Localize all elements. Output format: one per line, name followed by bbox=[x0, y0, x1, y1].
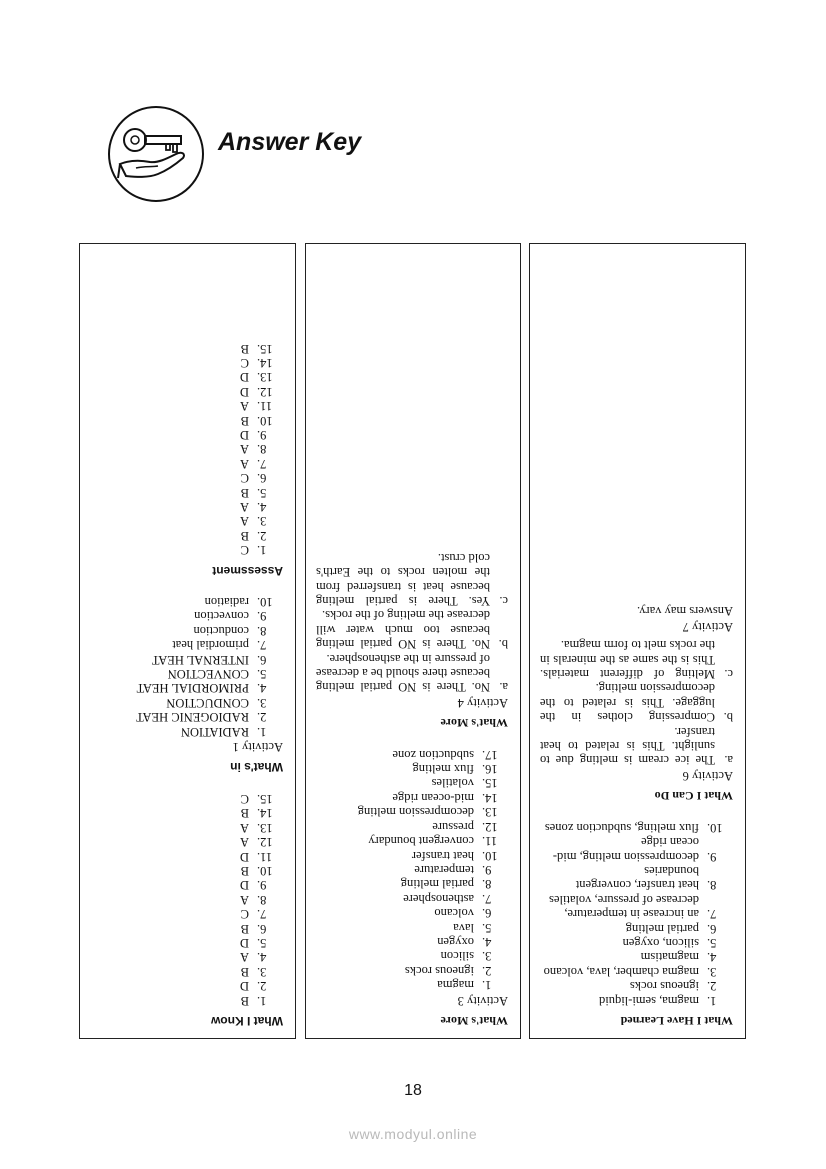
section-heading: What I Know bbox=[211, 1014, 283, 1028]
item-answer: A bbox=[239, 456, 249, 471]
list-item bbox=[90, 528, 283, 542]
list-item bbox=[316, 906, 508, 920]
list-item bbox=[90, 384, 283, 398]
item-number: 5. bbox=[257, 485, 267, 500]
section-heading: What's in bbox=[230, 760, 283, 775]
item-answer: volatiles bbox=[431, 776, 474, 791]
item-answer: D bbox=[239, 979, 249, 994]
activity-label: Activity 7 bbox=[682, 619, 733, 634]
item-answer: magma, semi-liquid bbox=[599, 993, 699, 1008]
list-item bbox=[316, 747, 508, 761]
item-number: 1. bbox=[257, 543, 267, 558]
footer-watermark: www.modyul.online bbox=[348, 1126, 478, 1142]
item-letter: a. bbox=[724, 753, 733, 768]
item-number: 12. bbox=[482, 819, 498, 834]
item-answer: PRIMORDIAL HEAT bbox=[136, 681, 249, 696]
item-answer: igneous rocks bbox=[629, 979, 699, 994]
item-answer: CONDUCTION bbox=[166, 695, 249, 710]
list-item bbox=[90, 595, 283, 609]
list-item bbox=[90, 485, 283, 499]
item-number: 6. bbox=[257, 471, 267, 486]
list-item bbox=[540, 921, 733, 935]
list-item bbox=[90, 609, 283, 623]
item-number: 6. bbox=[257, 921, 267, 936]
list-item bbox=[90, 543, 283, 557]
item-answer: C bbox=[240, 355, 249, 370]
page-title: Answer Key bbox=[218, 128, 362, 156]
item-number: 15. bbox=[257, 791, 273, 806]
item-answer: heat transfer bbox=[411, 848, 474, 863]
item-number: 12. bbox=[257, 384, 273, 399]
list-item bbox=[316, 877, 508, 891]
item-number: 8. bbox=[257, 892, 267, 907]
item-number: 10. bbox=[257, 863, 273, 878]
item-answer: flux melting bbox=[412, 762, 474, 777]
list-item bbox=[540, 950, 733, 964]
item-answer: an increase in temperature, decrease of pressure, volatiles bbox=[549, 892, 699, 922]
item-number: 13. bbox=[257, 370, 273, 385]
item-number: 5. bbox=[257, 935, 267, 950]
list-item bbox=[540, 993, 733, 1007]
list-item bbox=[316, 791, 508, 805]
list-item bbox=[316, 805, 508, 819]
item-number: 4. bbox=[257, 681, 267, 696]
list-item bbox=[316, 848, 508, 862]
item-answer: partial melting bbox=[625, 921, 699, 936]
item-number: 3. bbox=[257, 964, 267, 979]
item-answer: The ice cream is melting due to sunlight. This is related to heat transfer. bbox=[540, 724, 715, 768]
item-answer: silicon bbox=[440, 949, 474, 964]
answer-list bbox=[316, 550, 508, 694]
item-number: 7. bbox=[257, 907, 267, 922]
item-answer: No. There is NO partial melting because there should be a decrease of pressure in the asthenosphere. bbox=[316, 651, 490, 695]
item-number: 4. bbox=[482, 934, 492, 949]
item-answer: lava bbox=[453, 920, 474, 935]
list-item bbox=[90, 442, 283, 456]
list-item bbox=[540, 892, 733, 921]
activity-label: Activity 4 bbox=[457, 695, 508, 710]
list-item bbox=[90, 413, 283, 427]
item-number: 7. bbox=[257, 456, 267, 471]
item-answer: B bbox=[240, 964, 249, 979]
list-item bbox=[316, 819, 508, 833]
item-answer: A bbox=[239, 399, 249, 414]
item-answer: Compressing clothes in the luggage. This is related to the decompression melting. bbox=[540, 681, 715, 725]
list-item bbox=[90, 710, 283, 724]
item-number: 16. bbox=[482, 762, 498, 777]
list-item bbox=[316, 920, 508, 934]
list-item bbox=[90, 820, 283, 834]
list-item bbox=[316, 891, 508, 905]
item-number: 11. bbox=[482, 834, 498, 849]
list-item bbox=[90, 849, 283, 863]
item-answer: A bbox=[239, 514, 249, 529]
item-answer: RADIOGENIC HEAT bbox=[136, 710, 249, 725]
item-number: 11. bbox=[257, 399, 273, 414]
list-item bbox=[316, 651, 508, 694]
item-number: 2. bbox=[257, 710, 267, 725]
list-item bbox=[316, 776, 508, 790]
list-item bbox=[90, 878, 283, 892]
item-number: 8. bbox=[707, 878, 717, 893]
list-item bbox=[90, 907, 283, 921]
list-item bbox=[540, 638, 733, 681]
list-item bbox=[90, 979, 283, 993]
item-number: 7. bbox=[482, 891, 492, 906]
list-item bbox=[316, 863, 508, 877]
item-answer: C bbox=[240, 907, 249, 922]
item-number: 9. bbox=[257, 609, 267, 624]
item-answer: B bbox=[240, 806, 249, 821]
item-answer: magma chamber, lava, volcano bbox=[543, 964, 699, 979]
item-number: 5. bbox=[257, 667, 267, 682]
item-number: 5. bbox=[482, 920, 492, 935]
answer-panel-2 bbox=[305, 243, 521, 1039]
item-number: 2. bbox=[257, 528, 267, 543]
item-answer: decompression melting, mid-ocean ridge bbox=[552, 835, 699, 864]
item-answer: asthenosphere bbox=[403, 891, 474, 906]
item-number: 6. bbox=[257, 652, 267, 667]
item-letter: b. bbox=[498, 637, 508, 652]
item-number: 13. bbox=[482, 805, 498, 820]
list-item bbox=[90, 921, 283, 935]
item-answer: A bbox=[239, 835, 249, 850]
item-answer: flux melting, subduction zones bbox=[544, 820, 699, 835]
list-item bbox=[316, 949, 508, 963]
list-item bbox=[316, 935, 508, 949]
list-item bbox=[540, 936, 733, 950]
item-number: 4. bbox=[257, 500, 267, 514]
item-answer: pressure bbox=[432, 819, 474, 834]
item-number: 1. bbox=[482, 978, 492, 993]
item-answer: oxygen bbox=[437, 934, 474, 949]
activity-label: Activity 1 bbox=[232, 740, 283, 755]
section-heading: What I Have Learned bbox=[620, 1014, 733, 1028]
list-item bbox=[540, 820, 733, 834]
item-answer: mid-ocean ridge bbox=[392, 790, 474, 805]
item-number: 9. bbox=[257, 878, 267, 893]
item-number: 1. bbox=[707, 993, 717, 1008]
item-answer: D bbox=[239, 878, 249, 893]
item-number: 7. bbox=[257, 638, 267, 653]
item-answer: silicon, oxygen bbox=[622, 935, 699, 950]
list-item bbox=[540, 964, 733, 978]
section-heading: What's More bbox=[440, 1014, 508, 1028]
item-number: 3. bbox=[707, 964, 717, 979]
item-number: 15. bbox=[257, 341, 273, 356]
list-item bbox=[90, 652, 283, 666]
answer-list bbox=[90, 595, 283, 739]
item-number: 1. bbox=[257, 993, 267, 1008]
item-answer: D bbox=[239, 370, 249, 385]
section-heading: Assessment bbox=[212, 563, 283, 578]
item-number: 7. bbox=[707, 907, 717, 922]
item-number: 6. bbox=[482, 906, 492, 921]
item-answer: subduction zone bbox=[392, 747, 474, 762]
item-number: 2. bbox=[707, 979, 717, 994]
item-answer: C bbox=[240, 791, 249, 806]
item-number: 9. bbox=[707, 849, 717, 864]
item-answer: D bbox=[239, 849, 249, 864]
list-item bbox=[90, 356, 283, 370]
item-answer: A bbox=[239, 500, 249, 514]
activity-label: Activity 3 bbox=[457, 993, 508, 1008]
list-item bbox=[90, 695, 283, 709]
list-item bbox=[540, 835, 733, 864]
list-item bbox=[90, 514, 283, 528]
item-number: 14. bbox=[257, 806, 273, 821]
list-item bbox=[90, 399, 283, 413]
list-item bbox=[316, 762, 508, 776]
list-item bbox=[90, 835, 283, 849]
item-number: 12. bbox=[257, 835, 273, 850]
list-item bbox=[90, 370, 283, 384]
item-number: 3. bbox=[257, 695, 267, 710]
item-answer: B bbox=[240, 993, 249, 1008]
item-letter: b. bbox=[723, 710, 733, 725]
item-number: 13. bbox=[257, 820, 273, 835]
item-answer: convergent boundary bbox=[368, 834, 474, 849]
item-number: 15. bbox=[482, 776, 498, 791]
item-answer: Yes. There is partial melting because heat is transferred from the molten rocks to the Earth's cold crust. bbox=[316, 550, 490, 609]
list-item bbox=[90, 341, 283, 355]
activity-label: Activity 6 bbox=[682, 768, 733, 783]
item-answer: A bbox=[239, 820, 249, 835]
item-answer: B bbox=[240, 528, 249, 543]
item-number: 4. bbox=[257, 950, 267, 965]
item-number: 17. bbox=[482, 747, 498, 762]
item-number: 11. bbox=[257, 849, 273, 864]
list-item bbox=[90, 892, 283, 906]
list-item bbox=[90, 428, 283, 442]
item-answer: temperature bbox=[414, 862, 474, 877]
item-answer: INTERNAL HEAT bbox=[151, 652, 249, 667]
item-answer: No. There is NO partial melting because too much water will decrease the melting of the rocks. bbox=[316, 608, 490, 652]
item-answer: convection bbox=[194, 609, 249, 624]
list-item bbox=[90, 681, 283, 695]
list-item bbox=[90, 638, 283, 652]
list-item bbox=[90, 792, 283, 806]
item-answer: magma bbox=[437, 978, 474, 993]
item-answer: igneous rocks bbox=[404, 963, 474, 978]
item-answer: primordial heat bbox=[172, 638, 249, 653]
key-in-hand-icon bbox=[106, 104, 206, 204]
item-answer: A bbox=[239, 950, 249, 965]
item-answer: A bbox=[239, 442, 249, 457]
item-letter: c. bbox=[724, 667, 733, 682]
item-answer: B bbox=[240, 921, 249, 936]
item-answer: RADIATION bbox=[180, 724, 249, 739]
answer-panel-3 bbox=[529, 243, 746, 1039]
item-answer: C bbox=[240, 543, 249, 558]
answer-list bbox=[90, 341, 283, 557]
item-answer: D bbox=[239, 935, 249, 950]
section-heading: What's More bbox=[440, 716, 508, 731]
item-letter: a. bbox=[499, 680, 508, 695]
answer-list bbox=[316, 747, 508, 992]
list-item bbox=[540, 864, 733, 893]
item-number: 8. bbox=[257, 623, 267, 638]
item-number: 4. bbox=[707, 950, 717, 965]
list-item bbox=[540, 979, 733, 993]
answer-panel-1 bbox=[79, 243, 296, 1039]
item-number: 8. bbox=[482, 877, 492, 892]
item-answer: radiation bbox=[204, 595, 249, 610]
item-number: 3. bbox=[257, 514, 267, 529]
list-item bbox=[316, 608, 508, 651]
item-answer: volcano bbox=[434, 906, 474, 921]
answer-list bbox=[540, 638, 733, 768]
list-item bbox=[90, 864, 283, 878]
item-answer: B bbox=[240, 341, 249, 356]
item-answer: conduction bbox=[193, 623, 249, 638]
answer-list bbox=[540, 820, 733, 1007]
item-answer: B bbox=[240, 863, 249, 878]
list-item bbox=[90, 964, 283, 978]
list-item bbox=[316, 550, 508, 608]
list-item bbox=[316, 963, 508, 977]
list-item bbox=[316, 978, 508, 992]
item-answer: magmatism bbox=[640, 950, 699, 965]
note-text: Answers may vary. bbox=[636, 604, 733, 619]
item-number: 10. bbox=[482, 848, 498, 863]
list-item bbox=[90, 471, 283, 485]
item-number: 9. bbox=[257, 427, 267, 442]
list-item bbox=[90, 993, 283, 1007]
item-number: 9. bbox=[482, 862, 492, 877]
item-answer: decompression melting bbox=[357, 805, 474, 820]
list-item bbox=[90, 806, 283, 820]
item-number: 2. bbox=[482, 963, 492, 978]
item-letter: c. bbox=[499, 594, 508, 609]
item-answer: B bbox=[240, 485, 249, 500]
item-answer: A bbox=[239, 892, 249, 907]
answer-list bbox=[90, 792, 283, 1008]
item-answer: D bbox=[239, 427, 249, 442]
item-answer: C bbox=[240, 471, 249, 486]
item-answer: B bbox=[240, 413, 249, 428]
item-number: 1. bbox=[257, 724, 267, 739]
list-item bbox=[90, 500, 283, 514]
item-answer: Melting of different materials. This is the same as the minerals in the rocks melt to form magma. bbox=[540, 638, 715, 682]
list-item bbox=[540, 724, 733, 767]
list-item bbox=[90, 936, 283, 950]
item-answer: D bbox=[239, 384, 249, 399]
list-item bbox=[316, 834, 508, 848]
page-number: 18 bbox=[404, 1082, 422, 1099]
item-answer: partial melting bbox=[400, 877, 474, 892]
item-number: 2. bbox=[257, 979, 267, 994]
item-number: 8. bbox=[257, 442, 267, 457]
item-number: 5. bbox=[707, 935, 717, 950]
item-answer: CONVECTION bbox=[167, 667, 249, 682]
list-item bbox=[90, 667, 283, 681]
item-number: 10. bbox=[257, 413, 273, 428]
item-number: 3. bbox=[482, 949, 492, 964]
list-item bbox=[90, 456, 283, 470]
item-answer: heat transfer, convergent boundaries bbox=[575, 863, 699, 893]
item-number: 10. bbox=[257, 595, 273, 610]
item-number: 14. bbox=[257, 355, 273, 370]
list-item bbox=[540, 681, 733, 724]
list-item bbox=[90, 623, 283, 637]
item-number: 10. bbox=[707, 820, 723, 835]
list-item bbox=[90, 950, 283, 964]
section-heading: What I Can Do bbox=[654, 789, 733, 804]
item-number: 14. bbox=[482, 790, 498, 805]
item-number: 6. bbox=[707, 921, 717, 936]
list-item bbox=[90, 724, 283, 738]
